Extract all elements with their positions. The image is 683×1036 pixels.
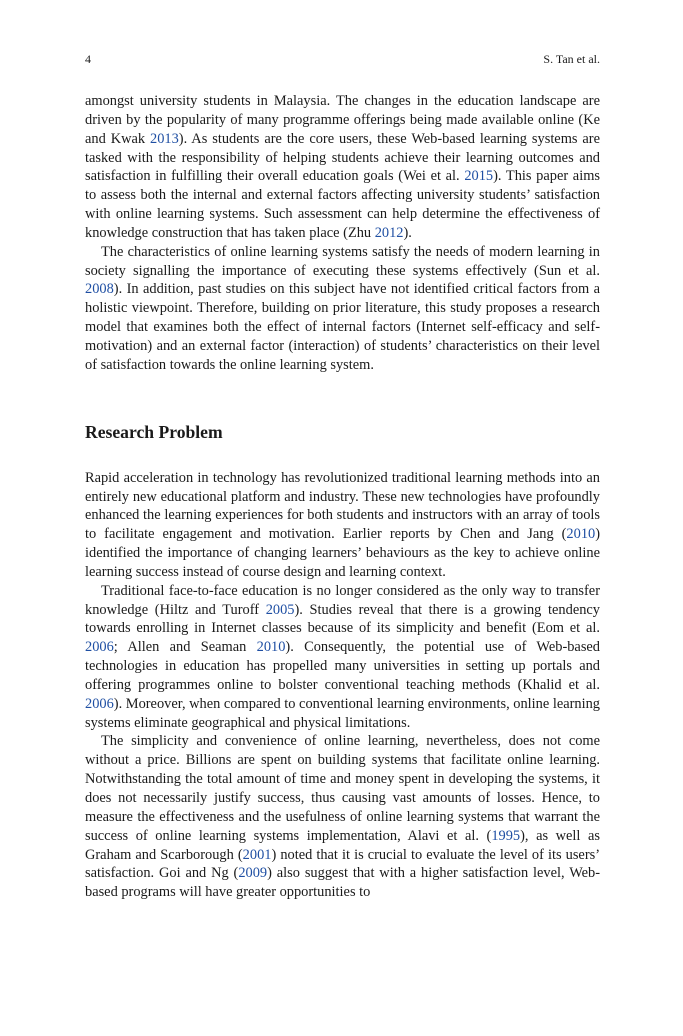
section-heading: Research Problem <box>85 421 223 442</box>
text-run: Traditional face-to-face education is no longer considered as the only way to transfer knowledge (Hiltz and Turoff <box>85 582 600 618</box>
text-run: ) noted that it is crucial to evaluate the level of its users’ satisfaction. Goi and Ng ( <box>85 846 600 882</box>
text-run: ). Moreover, when compared to conventional learning environments, online learning systems eliminate geographical and physical limitations. <box>85 695 600 731</box>
section-paragraph-1 <box>85 469 600 582</box>
citation-link[interactable]: 2005 <box>265 601 295 618</box>
page <box>85 52 600 902</box>
text-run: The characteristics of online learning systems satisfy the needs of modern learning in society signalling the importance of executing these systems effectively (Sun et al. <box>85 243 600 279</box>
text-run: ; Allen and Seaman <box>113 639 257 656</box>
section-paragraph-3 <box>85 732 600 902</box>
citation-link[interactable]: 2008 <box>85 281 114 298</box>
citation-link[interactable]: 2010 <box>566 526 596 543</box>
section-paragraph-2 <box>85 582 600 733</box>
text-run: ). This paper aims to assess both the internal and external factors affecting university students’ satisfaction with online learning systems. Such assessment can help determine the effectiveness of knowledge construction that has taken place (Zhu <box>85 168 600 241</box>
text-run: ). As students are the core users, these Web-based learning systems are tasked with the responsibility of helping students achieve their learning outcomes and satisfaction in fulfilling their overall education goals (Wei et al. <box>85 130 600 185</box>
citation-link[interactable]: 2001 <box>242 846 272 863</box>
citation-link[interactable]: 2006 <box>85 695 114 712</box>
text-run: ). <box>403 224 412 241</box>
text-run: ) also suggest that with a higher satisfaction level, Web-based programs will have greater opportunities to <box>85 865 600 901</box>
running-head <box>85 52 600 66</box>
citation-link[interactable]: 2013 <box>150 130 179 147</box>
citation-link[interactable]: 2015 <box>464 168 494 185</box>
citation-link[interactable]: 2012 <box>374 224 404 241</box>
text-run: ). Studies reveal that there is a growing tendency towards enrolling in Internet classes because of its simplicity and benefit (Eom et al. <box>85 601 600 637</box>
text-run: ) identified the importance of changing learners’ behaviours as the key to achieve online learning success instead of course design and learning context. <box>85 526 600 580</box>
citation-link[interactable]: 2010 <box>256 639 286 656</box>
intro-paragraph-2 <box>85 243 600 375</box>
citation-link[interactable]: 2006 <box>85 639 114 656</box>
running-author: S. Tan et al. <box>543 52 600 66</box>
citation-link[interactable]: 2009 <box>238 865 268 882</box>
text-run: The simplicity and convenience of online learning, nevertheless, does not come without a price. Billions are spent on building systems that facilitate online learning. Notwithstanding the total amount of time and money spent in developing the systems, it does not necessarily justify success, thus causing vast amounts of losses. Hence, to measure the effectiveness and the usefulness of online learning systems that warrant the success of online learning systems implementation, Alavi et al. ( <box>85 733 600 844</box>
text-run: amongst university students in Malaysia. The changes in the education landscape are driven by the popularity of many programme offerings being made available online (Ke and Kwak <box>85 93 600 147</box>
text-run: ). Consequently, the potential use of Web-based technologies in education has propelled many universities in setting up portals and offering programmes online to bolster conventional teaching methods (Khalid et al. <box>85 639 600 693</box>
page-number: 4 <box>85 52 91 66</box>
citation-link[interactable]: 1995 <box>491 827 521 844</box>
text-run: ). In addition, past studies on this subject have not identified critical factors from a holistic viewpoint. Therefore, building on prior literature, this study proposes a research model that examines both the effect of internal factors (Internet self-efficacy and self-motivation) and an external factor (interaction) of students’ characteristics on their level of satisfaction towards the online learning system. <box>85 281 600 373</box>
text-run: ), as well as Graham and Scarborough ( <box>85 827 600 863</box>
intro-paragraph-1 <box>85 92 600 243</box>
text-run: Rapid acceleration in technology has revolutionized traditional learning methods into an entirely new educational platform and industry. These new technologies have profoundly enhanced the learning experiences for both students and instructors with an array of tools to facilitate engagement and motivation. Earlier reports by Chen and Jang ( <box>85 469 600 543</box>
